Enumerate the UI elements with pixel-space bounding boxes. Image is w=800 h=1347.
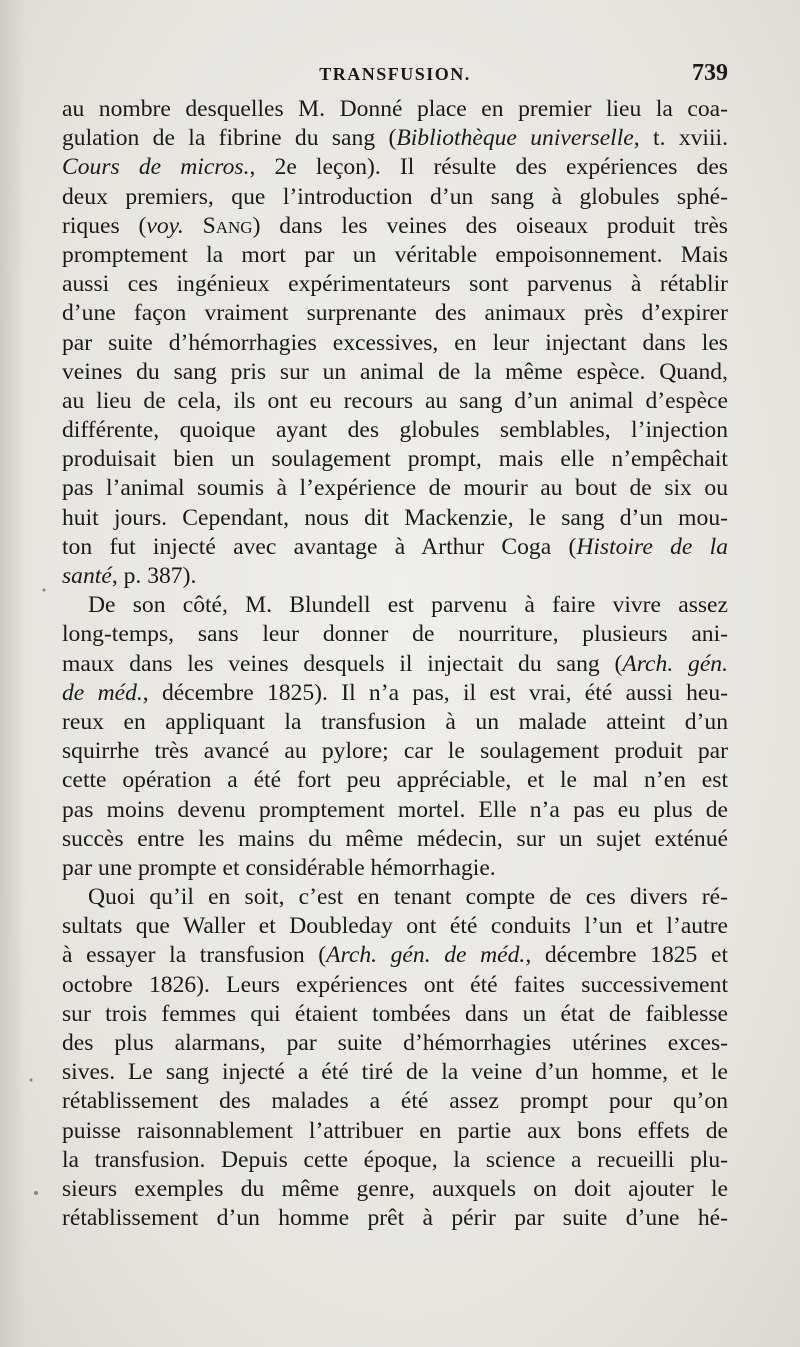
text-line: [62, 1087, 728, 1116]
text-line: [62, 153, 728, 182]
paper-speck: [34, 1191, 38, 1195]
text-run: aussi ces ingénieux expérimentateurs sont parvenus à rétablir: [62, 271, 728, 298]
text-run: au nombre desquelles M. Donné place en premier lieu la coa-: [62, 96, 728, 122]
text-line: [62, 912, 728, 941]
text-run: rétablissement des malades a été assez prompt pour qu’on: [62, 1088, 728, 1115]
text-run: , 2e leçon). Il résulte des expériences des: [249, 154, 728, 181]
text-run: sives. Le sang injecté a été tiré de la veine d’un homme, et le: [62, 1059, 728, 1086]
text-run: au lieu de cela, ils ont eu recours au sang d’un animal d’espèce: [62, 387, 728, 414]
text-run: long-temps, sans leur donner de nourriture, plusieurs ani-: [62, 621, 728, 648]
text-run: [184, 213, 203, 239]
text-run: huit jours. Cependant, nous dit Mackenzie, le sang d’un mou-: [62, 504, 728, 531]
text-run: sur trois femmes qui étaient tombées dans un état de faiblesse: [62, 1000, 728, 1027]
text-run: succès entre les mains du même médecin, sur un sujet exténué: [62, 825, 728, 852]
text-run: la transfusion. Depuis cette époque, la science a recueilli plu-: [62, 1146, 728, 1173]
text-run: , t. xviii.: [633, 125, 728, 152]
text-line: [62, 358, 728, 387]
text-line: [62, 679, 728, 708]
text-line: [62, 241, 728, 270]
text-line: [62, 95, 728, 124]
text-run: , décembre 1825). Il n’a pas, il est vrai, été aussi heu-: [142, 679, 729, 706]
text-run: de méd.: [62, 679, 143, 706]
text-run: ) dans les veines des oiseaux produit très: [252, 212, 728, 239]
text-run: santé: [62, 563, 112, 589]
text-run: Sang: [202, 212, 253, 239]
text-run: cette opération a été fort peu appréciable, et le mal n’en est: [62, 767, 728, 794]
text-line: [62, 941, 728, 970]
text-line: [62, 387, 728, 416]
text-line: [62, 504, 728, 533]
text-line: [62, 883, 728, 912]
text-line: [62, 416, 728, 445]
text-line: [62, 1000, 728, 1029]
text-line: [62, 1175, 728, 1204]
binding-shadow: [0, 0, 26, 1347]
text-run: squirrhe très avancé au pylore; car le soulagement produit par: [62, 738, 728, 765]
text-run: pas moins devenu promptement mortel. Elle n’a pas eu plus de: [62, 796, 728, 823]
text-run: voy.: [146, 212, 184, 239]
text-run: gulation de la fibrine du sang (: [62, 125, 397, 152]
text-line: [62, 971, 728, 1000]
text-run: rétablissement d’un homme prêt à périr par suite d’une hé-: [62, 1205, 728, 1232]
text-run: Quoi qu’il en soit, c’est en tenant compte de ces divers ré-: [88, 884, 728, 911]
text-run: différente, quoique ayant des globules semblables, l’injection: [62, 417, 728, 444]
text-run: à essayer la transfusion (: [62, 942, 327, 969]
text-run: produisait bien un soulagement prompt, mais elle n’empêchait: [62, 446, 728, 473]
text-run: maux dans les veines desquels il injectait du sang (: [62, 650, 623, 677]
text-run: Histoire de la: [576, 533, 728, 560]
text-line: [62, 1117, 728, 1146]
text-line: [62, 766, 728, 795]
text-line: [62, 1146, 728, 1175]
text-line: [62, 212, 728, 241]
text-line: [62, 650, 728, 679]
running-title: TRANSFUSION.: [319, 64, 471, 84]
text-run: octobre 1826). Leurs expériences ont été faites successivement: [62, 971, 728, 998]
paper-speck: [43, 589, 46, 592]
text-line: [62, 533, 728, 562]
text-line: [62, 474, 728, 503]
text-line: [62, 620, 728, 649]
text-line: [62, 183, 728, 212]
text-line: [62, 708, 728, 737]
text-run: reux en appliquant la transfusion à un malade atteint d’un: [62, 708, 728, 735]
text-run: par suite d’hémorrhagies excessives, en leur injectant dans les: [62, 329, 728, 356]
text-run: sultats que Waller et Doubleday ont été conduits l’un et l’autre: [62, 913, 728, 940]
text-line: [62, 1058, 728, 1087]
text-line: [62, 329, 728, 358]
text-line: [62, 124, 728, 153]
page-number: 739: [692, 60, 728, 86]
text-run: Cours de micros.: [62, 154, 250, 181]
text-line: [62, 825, 728, 854]
text-line: [62, 854, 728, 883]
text-run: puisse raisonnablement l’attribuer en partie aux bons effets de: [62, 1117, 728, 1144]
text-run: , p. 387).: [111, 563, 197, 589]
text-run: Arch. gén. de méd.: [326, 942, 526, 969]
text-run: d’une façon vraiment surprenante des animaux près d’expirer: [62, 300, 728, 327]
text-run: promptement la mort par un véritable empoisonnement. Mais: [62, 241, 728, 268]
text-run: des plus alarmans, par suite d’hémorrhagies utérines exces-: [62, 1030, 728, 1056]
text-run: par une prompte et considérable hémorrhagie.: [62, 854, 496, 881]
text-run: Bibliothèque universelle: [396, 125, 634, 152]
text-line: [62, 562, 728, 591]
text-run: ton fut injecté avec avantage à Arthur Coga (: [62, 533, 577, 560]
text-line: [62, 270, 728, 299]
text-line: [62, 591, 728, 620]
text-line: [62, 796, 728, 825]
text-run: pas l’animal soumis à l’expérience de mourir au bout de six ou: [62, 475, 728, 502]
text-line: [62, 299, 728, 328]
text-run: sieurs exemples du même genre, auxquels on doit ajouter le: [62, 1175, 728, 1202]
text-run: De son côté, M. Blundell est parvenu à faire vivre assez: [88, 592, 728, 619]
text-run: Arch. gén.: [622, 650, 728, 677]
running-head: [62, 60, 728, 92]
text-run: riques (: [62, 212, 147, 239]
text-line: [62, 1204, 728, 1233]
text-run: , décembre 1825 et: [525, 942, 728, 969]
text-run: veines du sang pris sur un animal de la même espèce. Quand,: [62, 358, 728, 385]
text-line: [62, 737, 728, 766]
text-line: [62, 1029, 728, 1058]
body-text: [62, 95, 728, 1233]
paper-speck: [30, 1079, 33, 1082]
text-line: [62, 445, 728, 474]
text-run: deux premiers, que l’introduction d’un sang à globules sphé-: [62, 183, 728, 210]
